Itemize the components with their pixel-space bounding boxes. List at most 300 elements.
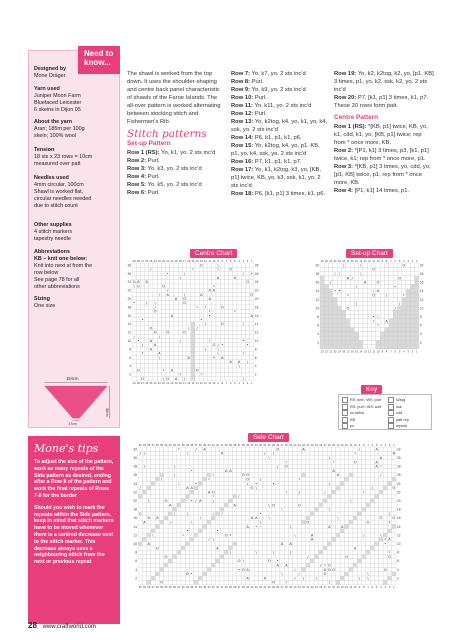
chart-cell — [228, 503, 232, 507]
yarn-heading: Yarn used — [34, 86, 60, 92]
chart-symbol: O — [241, 473, 245, 478]
chart-cell — [211, 460, 215, 464]
key-label-text: RS: knit / WS: purl — [350, 398, 382, 402]
chart-cell — [319, 486, 323, 490]
chart-cell — [349, 537, 353, 541]
chart-cell — [203, 330, 207, 334]
chart-cell — [340, 490, 344, 494]
chart-cell — [397, 319, 401, 323]
chart-col-number: 54 — [164, 444, 168, 447]
chart-cell — [344, 516, 348, 520]
chart-cell — [157, 364, 161, 368]
chart-cell — [149, 288, 153, 292]
chart-cell — [280, 456, 284, 460]
chart-symbol: \ — [328, 481, 330, 486]
pattern-row — [334, 147, 434, 163]
chart-cell — [376, 276, 380, 280]
chart-symbol: • — [255, 481, 258, 486]
chart-row-number: 20 — [419, 263, 424, 268]
chart-cell — [383, 524, 387, 528]
chart-cell — [191, 343, 195, 347]
chart-cell — [387, 494, 391, 498]
setup-chart-label: Set-up Chart — [346, 249, 393, 258]
chart-cell — [402, 297, 406, 301]
chart-cell — [271, 555, 275, 559]
chart-cell — [241, 280, 245, 284]
chart-cell — [237, 263, 241, 267]
chart-cell — [271, 537, 275, 541]
chart-cell — [246, 572, 250, 576]
chart-cell — [198, 481, 202, 485]
chart-cell — [177, 550, 181, 554]
chart-col-number: 5 — [398, 350, 401, 354]
chart-cell — [387, 567, 391, 571]
chart-cell — [237, 305, 241, 309]
chart-cell — [389, 302, 393, 306]
chart-cell — [207, 580, 211, 584]
chart-cell — [387, 533, 391, 537]
row-instruction: [P1, k1] 14 times, p1. — [354, 188, 410, 194]
chart-symbol: • — [237, 567, 241, 572]
chart-cell — [297, 524, 301, 528]
chart-cell — [337, 280, 341, 284]
chart-cell — [353, 567, 357, 571]
chart-symbol: O — [166, 376, 170, 381]
chart-cell — [327, 460, 331, 464]
chart-cell — [229, 351, 233, 355]
chart-cell — [387, 572, 391, 576]
chart-cell — [224, 372, 228, 376]
chart-cell — [237, 473, 241, 477]
chart-cell — [359, 285, 363, 289]
chart-cell — [254, 546, 258, 550]
chart-cell — [327, 555, 331, 559]
chart-cell — [207, 469, 211, 473]
chart-cell — [344, 546, 348, 550]
chart-cell — [383, 576, 387, 580]
chart-cell — [297, 447, 301, 451]
chart-cell — [177, 537, 181, 541]
chart-cell — [250, 559, 254, 563]
chart-cell — [410, 293, 414, 297]
row-number: Row 2: — [127, 158, 148, 164]
chart-cell — [224, 529, 228, 533]
chart-symbol: A — [285, 563, 288, 568]
chart-cell — [354, 332, 358, 336]
chart-cell — [284, 451, 288, 455]
chart-cell — [301, 524, 305, 528]
chart-col-number: 59 — [143, 586, 146, 590]
chart-cell — [237, 271, 241, 275]
chart-symbol: \ — [229, 550, 232, 555]
chart-row-number: 12 — [419, 297, 424, 302]
chart-cell — [166, 334, 170, 338]
chart-cell — [207, 542, 211, 546]
chart-cell — [185, 559, 189, 563]
chart-cell — [380, 302, 384, 306]
chart-cell — [187, 330, 191, 334]
chart-cell — [306, 512, 310, 516]
chart-cell — [354, 328, 358, 332]
chart-symbol: \ — [186, 451, 189, 456]
chart-symbol: / — [141, 343, 144, 348]
chart-cell — [366, 550, 370, 554]
chart-cell — [380, 263, 384, 267]
chart-cell — [164, 572, 168, 576]
chart-cell — [241, 301, 245, 305]
chart-cell — [185, 563, 189, 567]
chart-cell — [289, 503, 293, 507]
chart-col-number: 5 — [375, 586, 378, 590]
chart-cell — [250, 537, 254, 541]
chart-cell — [164, 481, 168, 485]
chart-cell — [298, 490, 305, 495]
chart-cell — [397, 280, 401, 284]
chart-cell — [393, 332, 397, 336]
chart-cell — [215, 494, 219, 498]
chart-cell — [147, 567, 151, 571]
chart-col-number: 1 — [393, 444, 395, 447]
chart-cell — [276, 572, 280, 576]
chart-cell — [297, 516, 301, 520]
chart-cell — [366, 451, 370, 455]
chart-cell — [250, 460, 254, 464]
chart-symbol: \ — [158, 355, 160, 360]
chart-cell — [132, 322, 136, 326]
chart-cell — [362, 572, 366, 576]
chart-cell — [168, 460, 172, 464]
chart-cell — [323, 524, 327, 528]
chart-col-number: 34 — [250, 586, 254, 590]
text-column-1 — [127, 70, 225, 197]
chart-cell — [267, 550, 271, 554]
chart-cell — [367, 293, 371, 297]
chart-cell — [147, 469, 151, 473]
chart-cell — [190, 559, 194, 563]
chart-cell — [140, 309, 144, 313]
chart-cell — [375, 576, 379, 580]
chart-cell — [301, 550, 305, 554]
chart-cell — [306, 537, 310, 541]
chart-cell — [406, 306, 410, 310]
chart-cell — [194, 516, 198, 520]
chart-cell — [319, 537, 323, 541]
chart-cell — [410, 306, 414, 310]
chart-symbol: A — [145, 280, 148, 285]
chart-cell — [336, 460, 340, 464]
chart-cell — [224, 355, 228, 359]
chart-col-number: 23 — [320, 350, 324, 354]
chart-cell — [336, 546, 340, 550]
chart-cell — [160, 469, 164, 473]
chart-cell — [319, 477, 323, 481]
chart-cell — [153, 263, 157, 267]
chart-cell — [276, 481, 280, 485]
chart-cell — [263, 537, 267, 541]
chart-cell — [220, 347, 224, 351]
chart-cell — [237, 572, 241, 576]
chart-cell — [208, 263, 212, 267]
chart-col-number: 7 — [367, 444, 369, 447]
chart-cell — [367, 285, 371, 289]
chart-cell — [410, 315, 414, 319]
chart-cell — [306, 546, 310, 550]
chart-cell — [246, 529, 250, 533]
chart-symbol: • — [372, 315, 375, 320]
chart-cell — [155, 533, 159, 537]
chart-cell — [254, 580, 258, 584]
chart-cell — [354, 336, 358, 340]
chart-cell — [140, 360, 144, 364]
chart-cell — [160, 512, 164, 516]
chart-cell — [267, 576, 271, 580]
chart-cell — [319, 524, 323, 528]
chart-cell — [151, 486, 155, 490]
chart-cell — [177, 477, 181, 481]
chart-cell — [157, 322, 161, 326]
chart-cell — [195, 271, 199, 275]
chart-cell — [187, 305, 191, 309]
chart-symbol: A — [137, 280, 140, 285]
chart-cell — [329, 285, 333, 289]
chart-cell — [216, 372, 220, 376]
chart-cell — [327, 447, 331, 451]
chart-cell — [370, 537, 374, 541]
chart-cell — [212, 330, 216, 334]
chart-symbol: \ — [285, 490, 287, 495]
chart-cell — [160, 572, 164, 576]
chart-col-number: 26 — [284, 586, 288, 590]
chart-cell — [276, 555, 280, 559]
chart-cell — [353, 572, 357, 576]
chart-cell — [237, 309, 241, 313]
chart-cell — [216, 355, 220, 359]
chart-cell — [370, 524, 374, 528]
chart-cell — [153, 376, 157, 380]
chart-cell — [379, 494, 383, 498]
chart-cell — [164, 529, 168, 533]
chart-row-number: 12 — [127, 330, 131, 335]
pattern-row — [231, 118, 329, 134]
chart-cell — [310, 481, 314, 485]
chart-cell — [323, 516, 327, 520]
chart-cell — [276, 494, 280, 498]
chart-cell — [216, 339, 220, 343]
chart-cell — [370, 447, 374, 451]
chart-col-number: 52 — [173, 586, 176, 590]
chart-cell — [136, 305, 140, 309]
chart-cell — [224, 550, 228, 554]
chart-cell — [190, 516, 194, 520]
chart-cell — [229, 309, 233, 313]
tension-heading: Tension — [34, 147, 55, 153]
chart-cell — [198, 563, 202, 567]
chart-cell — [241, 343, 245, 347]
chart-cell — [362, 460, 366, 464]
chart-cell — [246, 460, 250, 464]
chart-col-number: 47 — [194, 444, 198, 447]
chart-cell — [233, 263, 237, 267]
chart-symbol: O — [327, 567, 331, 572]
chart-cell — [254, 464, 258, 468]
chart-cell — [142, 481, 146, 485]
chart-cell — [199, 271, 203, 275]
chart-cell — [164, 469, 168, 473]
chart-cell — [267, 473, 271, 477]
chart-cell — [250, 297, 254, 301]
chart-cell — [185, 533, 189, 537]
chart-cell — [174, 305, 178, 309]
chart-cell — [198, 550, 202, 554]
chart-cell — [402, 332, 406, 336]
chart-cell — [389, 332, 393, 336]
chart-cell — [383, 555, 387, 559]
chart-cell — [147, 473, 151, 477]
chart-cell — [383, 451, 387, 455]
chart-cell — [314, 473, 318, 477]
needles-line: circular needles needed — [34, 196, 92, 202]
chart-cell — [357, 456, 361, 460]
chart-cell — [149, 322, 153, 326]
chart-cell — [363, 340, 367, 344]
chart-cell — [178, 326, 182, 330]
chart-col-number: 11 — [372, 260, 376, 263]
chart-cell — [147, 520, 151, 524]
chart-cell — [258, 507, 262, 511]
chart-cell — [357, 550, 361, 554]
dim-height-label: 88cm — [105, 408, 109, 417]
chart-col-number: 3 — [407, 260, 409, 263]
chart-cell — [233, 360, 237, 364]
chart-cell — [254, 542, 258, 546]
chart-cell — [208, 322, 212, 326]
chart-cell — [415, 315, 419, 319]
chart-symbol: • — [190, 468, 193, 473]
chart-cell — [207, 464, 211, 468]
chart-symbol: \ — [162, 376, 165, 381]
chart-cell — [349, 563, 353, 567]
chart-symbol: O — [138, 511, 142, 516]
chart-cell — [367, 272, 371, 276]
chart-cell — [229, 280, 233, 284]
chart-cell — [237, 490, 241, 494]
chart-cell — [168, 494, 172, 498]
chart-cell — [132, 276, 136, 280]
row-number: Row 5: — [127, 182, 148, 188]
chart-cell — [258, 516, 262, 520]
chart-cell — [379, 550, 383, 554]
chart-cell — [168, 464, 172, 468]
chart-cell — [140, 297, 144, 301]
chart-cell — [216, 309, 220, 313]
chart-cell — [208, 280, 212, 284]
chart-cell — [224, 486, 228, 490]
chart-symbol: / — [173, 464, 176, 469]
chart-cell — [224, 580, 228, 584]
chart-cell — [211, 572, 215, 576]
chart-cell — [245, 284, 249, 288]
chart-symbol: • — [177, 447, 180, 452]
chart-cell — [246, 550, 250, 554]
chart-cell — [198, 494, 202, 498]
chart-cell — [211, 486, 215, 490]
chart-cell — [177, 516, 181, 520]
chart-cell — [138, 537, 142, 541]
chart-cell — [267, 469, 271, 473]
chart-cell — [233, 280, 237, 284]
chart-cell — [211, 477, 215, 481]
chart-cell — [157, 343, 161, 347]
chart-cell — [237, 343, 241, 347]
chart-cell — [241, 464, 245, 468]
chart-col-number: 12 — [368, 260, 371, 263]
chart-col-number: 3 — [407, 350, 409, 354]
chart-cell — [215, 567, 219, 571]
chart-cell — [185, 503, 189, 507]
sizing-value: One size — [34, 303, 56, 309]
chart-cell — [241, 503, 245, 507]
chart-cell — [327, 516, 331, 520]
chart-cell — [293, 529, 297, 533]
chart-cell — [181, 477, 185, 481]
chart-cell — [336, 469, 340, 473]
chart-cell — [220, 473, 224, 477]
chart-cell — [142, 576, 146, 580]
chart-cell — [178, 364, 182, 368]
chart-cell — [289, 494, 293, 498]
chart-cell — [340, 546, 344, 550]
chart-col-number: 4 — [380, 586, 382, 590]
chart-cell — [385, 323, 389, 327]
chart-cell — [166, 360, 170, 364]
chart-cell — [289, 469, 293, 473]
row-instruction: Purl. — [254, 95, 267, 101]
chart-cell — [353, 559, 357, 563]
chart-cell — [178, 322, 182, 326]
chart-cell — [383, 507, 387, 511]
chart-cell — [228, 555, 232, 559]
chart-cell — [194, 563, 198, 567]
chart-cell — [357, 572, 361, 576]
chart-cell — [160, 559, 164, 563]
chart-cell — [329, 336, 333, 340]
pattern-row — [334, 123, 434, 147]
chart-cell — [362, 567, 366, 571]
chart-cell — [342, 289, 346, 293]
chart-row-number: 6 — [129, 355, 131, 360]
chart-cell — [284, 567, 288, 571]
chart-cell — [342, 328, 346, 332]
chart-cell — [208, 343, 212, 347]
chart-cell — [336, 533, 340, 537]
chart-cell — [267, 555, 271, 559]
chart-cell — [158, 355, 165, 360]
chart-cell — [182, 309, 186, 313]
chart-cell — [340, 451, 344, 455]
chart-cell — [333, 336, 337, 340]
chart-cell — [314, 520, 318, 524]
chart-col-number: 10 — [353, 444, 357, 447]
chart-cell — [383, 477, 387, 481]
chart-cell — [306, 524, 310, 528]
chart-cell — [229, 376, 233, 380]
chart-cell — [346, 345, 350, 349]
chart-cell — [136, 364, 140, 368]
chart-cell — [203, 288, 207, 292]
chart-cell — [190, 473, 194, 477]
chart-cell — [324, 340, 328, 344]
chart-cell — [140, 292, 144, 296]
